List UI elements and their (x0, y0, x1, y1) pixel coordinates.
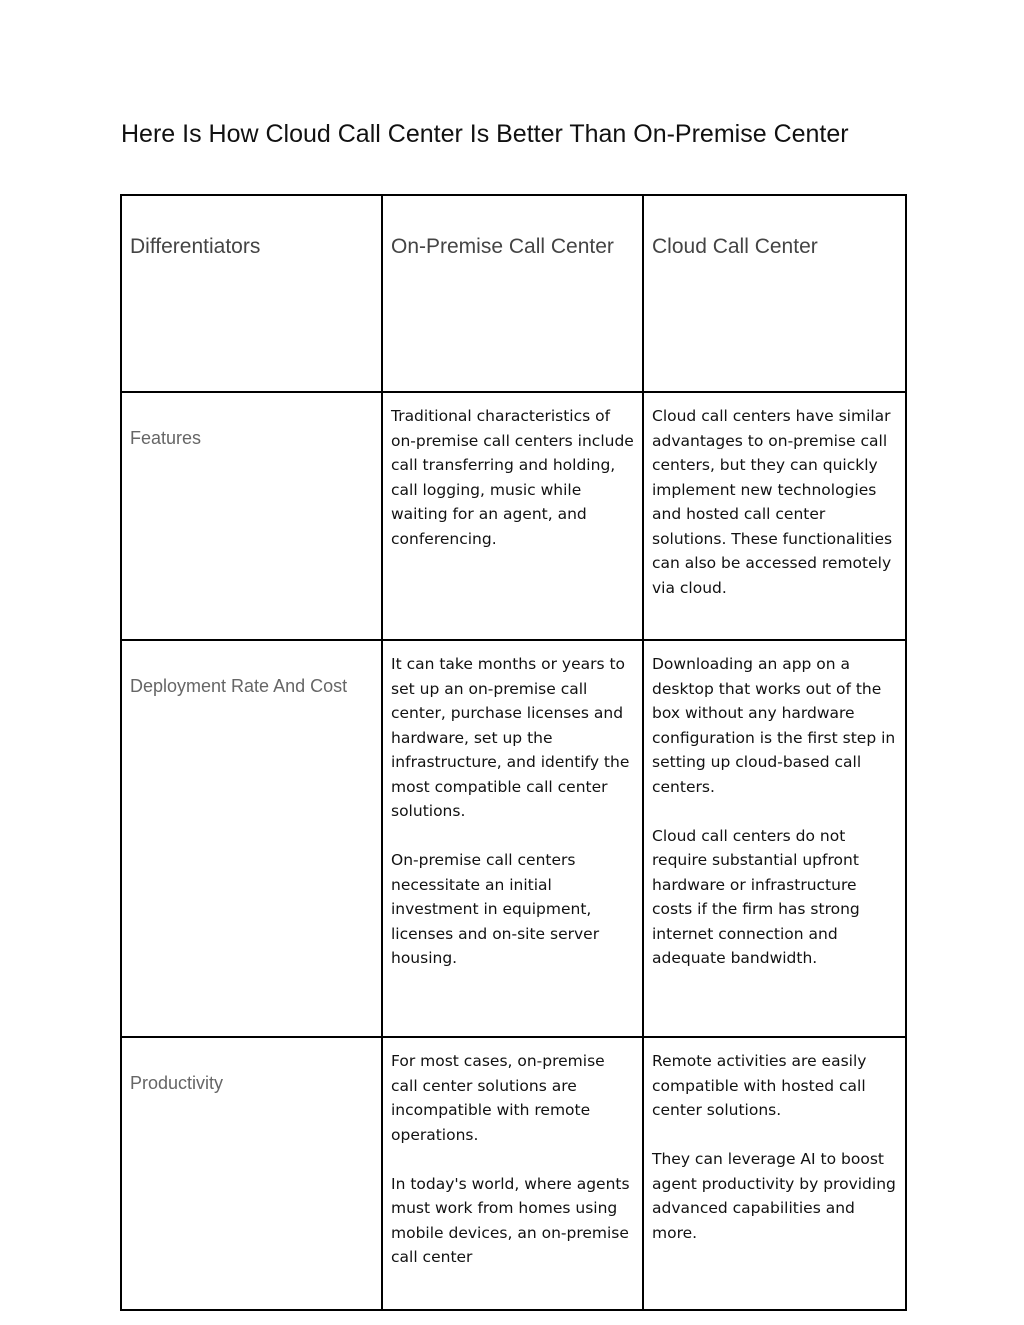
cell-on-premise-features (382, 392, 643, 640)
header-differentiators: Differentiators (121, 195, 382, 392)
cell-paragraph: Cloud call centers do not require substantial upfront hardware or infrastructure costs if the firm has strong internet connection and adequate bandwidth. (652, 826, 860, 967)
table-row (121, 1037, 906, 1310)
cell-on-premise-deployment (382, 640, 643, 1037)
cell-paragraph: On-premise call centers necessitate an initial investment in equipment, licenses and on-site server housing. (391, 851, 600, 967)
page-title: Here Is How Cloud Call Center Is Better Than On-Premise Center (121, 120, 849, 148)
cell-paragraph: In today's world, where agents must work from homes using mobile devices, an on-premise call center (391, 1174, 630, 1266)
cell-paragraph: Remote activities are easily compatible with hosted call center solutions. (652, 1052, 867, 1119)
cell-paragraph: They can leverage AI to boost agent productivity by providing advanced capabilities and more. (652, 1150, 896, 1242)
table-header-row (121, 195, 906, 392)
cell-on-premise-productivity (382, 1037, 643, 1310)
cell-cloud-productivity (643, 1037, 906, 1310)
cell-paragraph: It can take months or years to set up an on-premise call center, purchase licenses and hardware, set up the infrastructure, and identify the most compatible call center solutions. (391, 655, 630, 820)
cell-paragraph: Downloading an app on a desktop that works out of the box without any hardware configuration is the first step in setting up cloud-based call centers. (652, 655, 896, 796)
header-cloud: Cloud Call Center (643, 195, 906, 392)
cell-cloud-features (643, 392, 906, 640)
row-label-deployment: Deployment Rate And Cost (121, 640, 382, 1037)
cell-paragraph: For most cases, on-premise call center solutions are incompatible with remote operations. (391, 1052, 605, 1144)
table-row (121, 640, 906, 1037)
row-label-features: Features (121, 392, 382, 640)
cell-cloud-deployment (643, 640, 906, 1037)
comparison-table (120, 194, 907, 1311)
cell-paragraph: Cloud call centers have similar advantages to on-premise call centers, but they can quickly implement new technologies and hosted call center solutions. These functionalities can also be accessed remotely via cloud. (652, 407, 893, 597)
header-on-premise: On-Premise Call Center (382, 195, 643, 392)
cell-paragraph: Traditional characteristics of on-premise call centers include call transferring and holding, call logging, music while waiting for an agent, and conferencing. (391, 407, 634, 548)
table-row (121, 392, 906, 640)
row-label-productivity: Productivity (121, 1037, 382, 1310)
